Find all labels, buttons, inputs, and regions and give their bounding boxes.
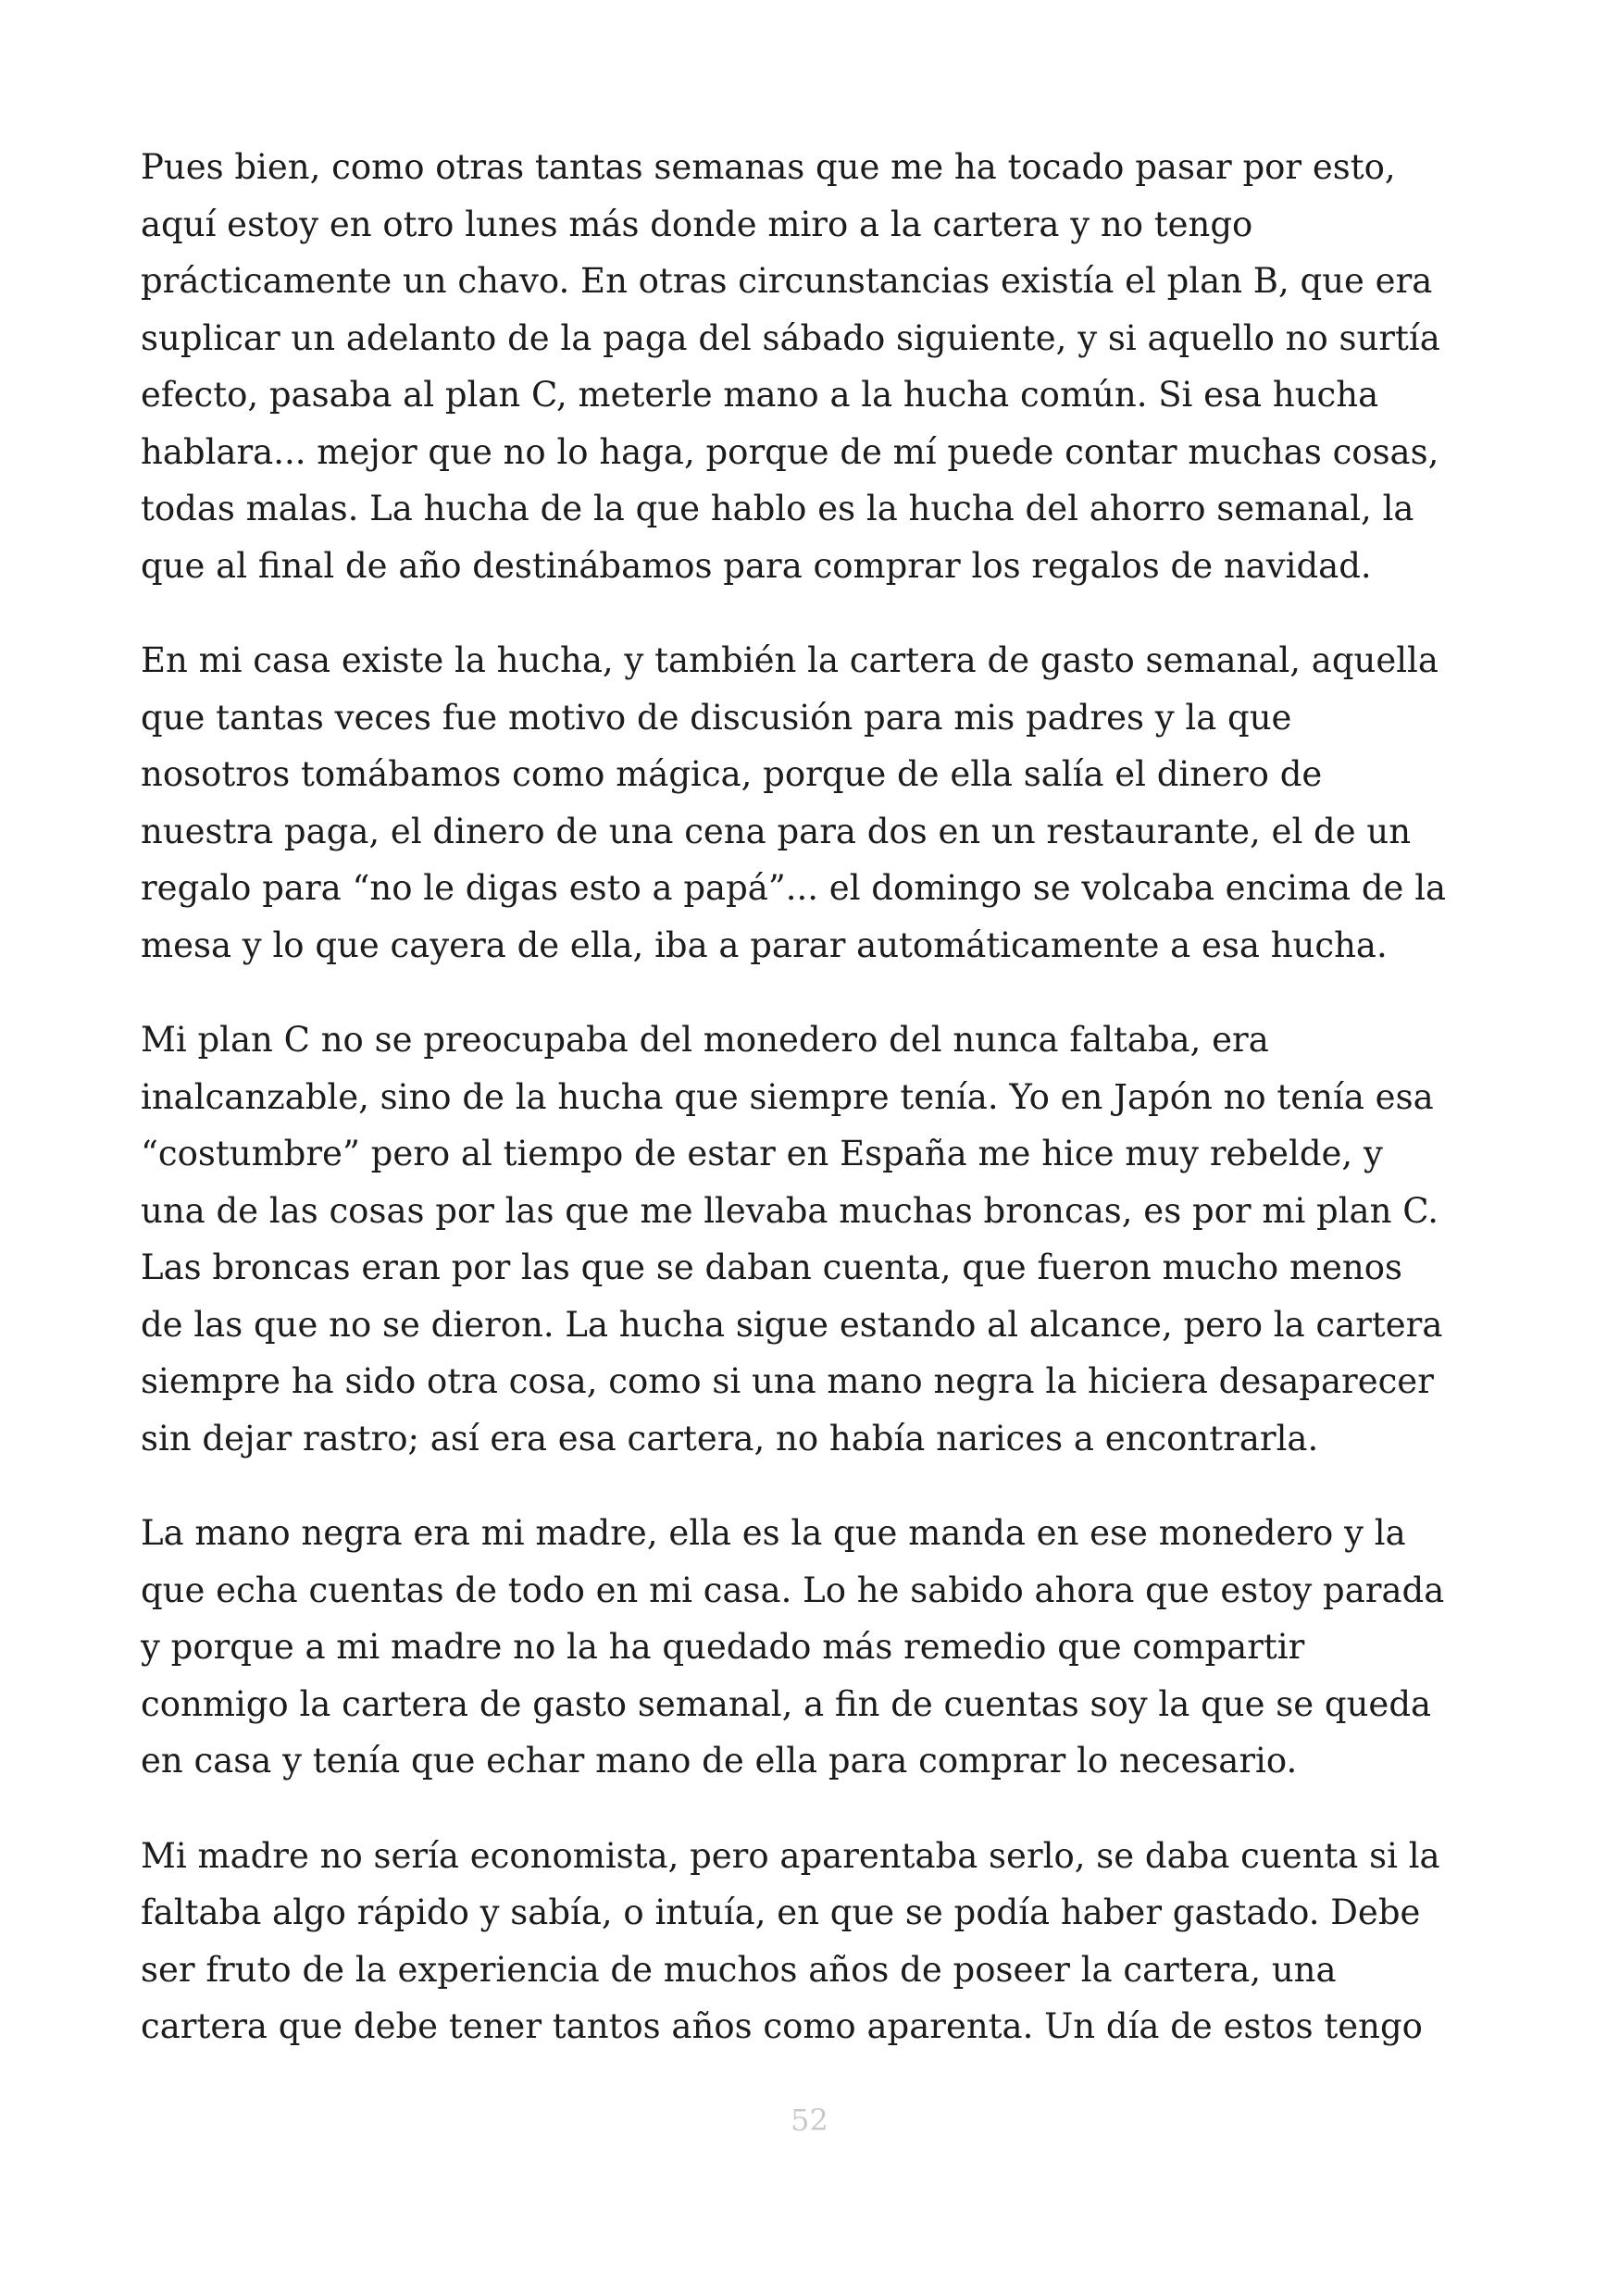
- text-line: que al final de año destinábamos para comprar los regalos de navidad.: [141, 545, 1372, 586]
- text-line: siempre ha sido otra cosa, como si una mano negra la hiciera desaparecer: [141, 1361, 1434, 1401]
- paragraph-5: [141, 1828, 1483, 2055]
- text-line: que tantas veces fue motivo de discusión para mis padres y la que: [141, 697, 1292, 738]
- text-line: conmigo la cartera de gasto semanal, a fin de cuentas soy la que se queda: [141, 1683, 1432, 1724]
- text-line: Mi plan C no se preocupaba del monedero del nunca faltaba, era: [141, 1020, 1269, 1060]
- text-line: nosotros tomábamos como mágica, porque de ella salía el dinero de: [141, 754, 1323, 794]
- text-line: La mano negra era mi madre, ella es la que manda en ese monedero y la: [141, 1513, 1406, 1553]
- text-line: Mi madre no sería economista, pero aparentaba serlo, se daba cuenta si la: [141, 1835, 1440, 1876]
- text-line: En mi casa existe la hucha, y también la cartera de gasto semanal, aquella: [141, 640, 1438, 680]
- text-line: todas malas. La hucha de la que hablo es la hucha del ahorro semanal, la: [141, 489, 1414, 528]
- paragraph-4: [141, 1505, 1483, 1790]
- text-line: ser fruto de la experiencia de muchos años de poseer la cartera, una: [141, 1949, 1337, 1990]
- text-line: de las que no se dieron. La hucha sigue estando al alcance, pero la cartera: [141, 1304, 1443, 1345]
- text-line: aquí estoy en otro lunes más donde miro a la cartera y no tengo: [141, 204, 1253, 244]
- text-line: faltaba algo rápido y sabía, o intuía, en que se podía haber gastado. Debe: [141, 1893, 1421, 1932]
- paragraph-3: [141, 1011, 1483, 1467]
- text-line: regalo para “no le digas esto a papá”... el domingo se volcaba encima de la: [141, 868, 1447, 908]
- text-line: nuestra paga, el dinero de una cena para dos en un restaurante, el de un: [141, 811, 1412, 851]
- text-line: una de las cosas por las que me llevaba muchas broncas, es por mi plan C.: [141, 1190, 1438, 1231]
- page-number: 52: [791, 2103, 828, 2138]
- text-line: “costumbre” pero al tiempo de estar en España me hice muy rebelde, y: [141, 1134, 1383, 1173]
- paragraph-1: [141, 139, 1483, 594]
- text-line: y porque a mi madre no la ha quedado más remedio que compartir: [141, 1627, 1305, 1667]
- text-line: efecto, pasaba al plan C, meterle mano a la hucha común. Si esa hucha: [141, 375, 1379, 415]
- text-line: sin dejar rastro; así era esa cartera, no había narices a encontrarla.: [141, 1418, 1319, 1458]
- text-line: inalcanzable, sino de la hucha que siempre tenía. Yo en Japón no tenía esa: [141, 1076, 1434, 1117]
- text-line: Pues bien, como otras tantas semanas que me ha tocado pasar por esto,: [141, 147, 1396, 187]
- text-line: suplicar un adelanto de la paga del sábado siguiente, y si aquello no surtía: [141, 317, 1440, 358]
- text-line: mesa y lo que cayera de ella, iba a parar automáticamente a esa hucha.: [141, 925, 1388, 965]
- paragraph-2: [141, 632, 1483, 974]
- text-line: Las broncas eran por las que se daban cuenta, que fueron mucho menos: [141, 1247, 1403, 1287]
- text-line: cartera que debe tener tantos años como aparenta. Un día de estos tengo: [141, 2006, 1423, 2046]
- text-line: prácticamente un chavo. En otras circunstancias existía el plan B, que era: [141, 261, 1433, 301]
- text-line: hablara... mejor que no lo haga, porque de mí puede contar muchas cosas,: [141, 431, 1439, 472]
- body-text: [141, 139, 1483, 2093]
- text-line: que echa cuentas de todo en mi casa. Lo he sabido ahora que estoy parada: [141, 1570, 1445, 1610]
- text-line: en casa y tenía que echar mano de ella para comprar lo necesario.: [141, 1741, 1298, 1781]
